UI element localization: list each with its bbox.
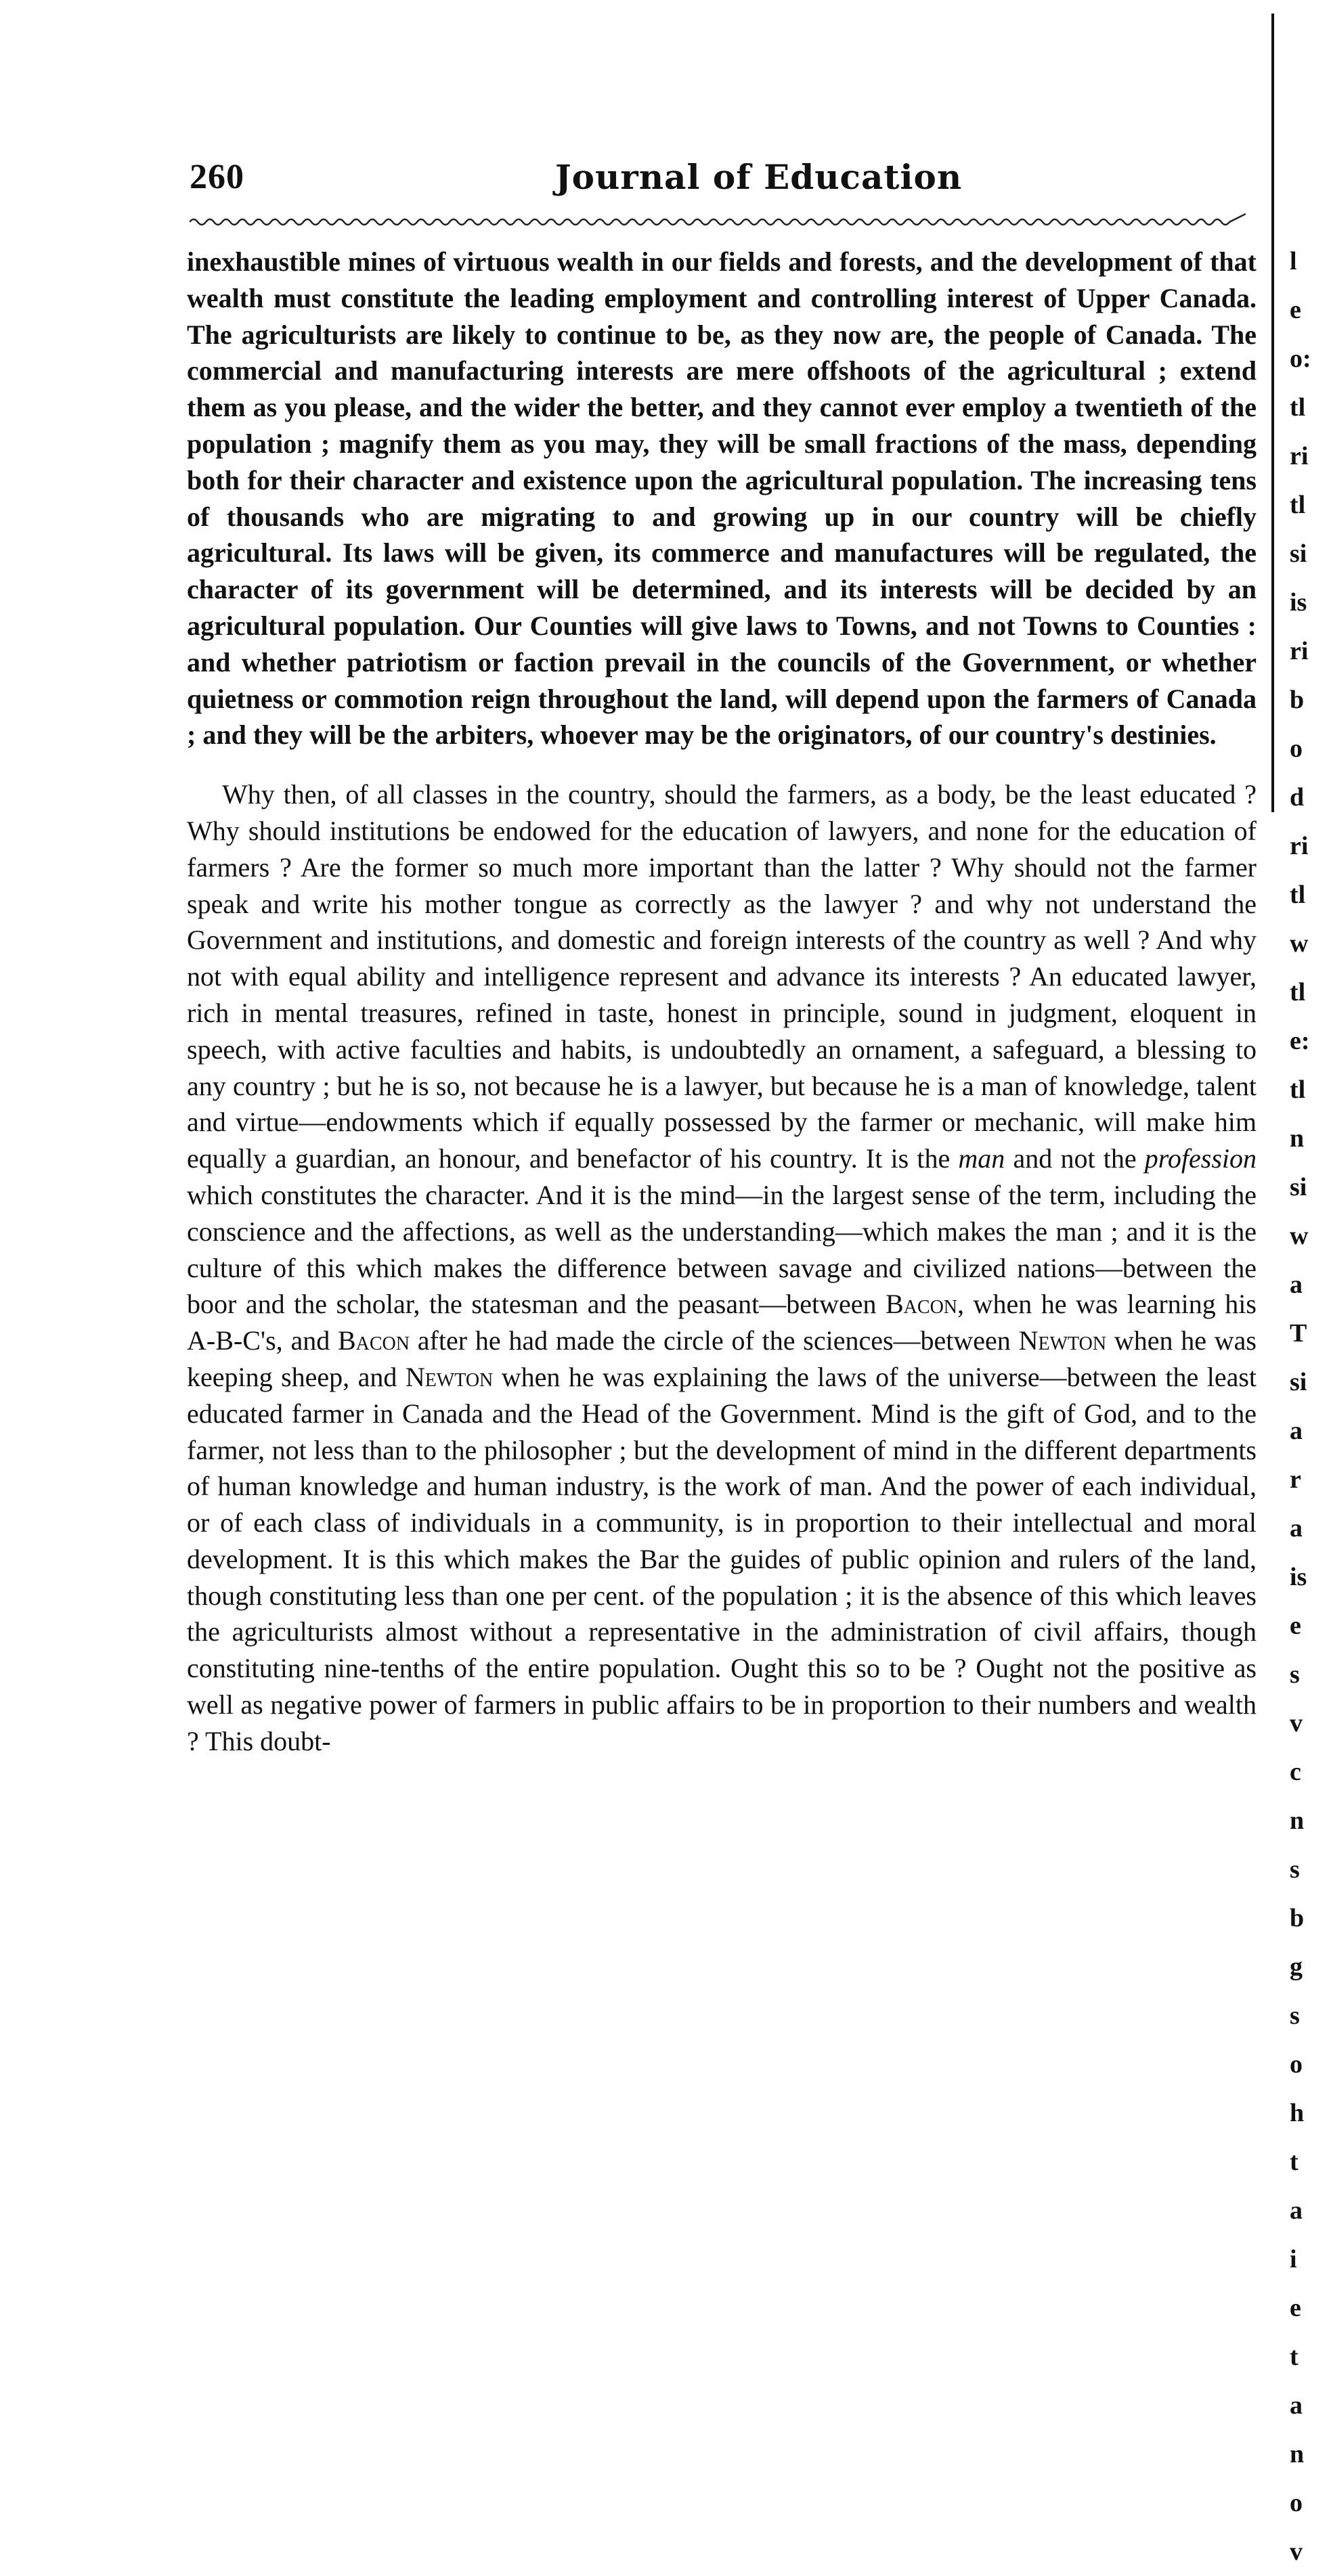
margin-fragment-letter: n [1290, 2440, 1305, 2468]
margin-fragment-letter: is [1290, 1563, 1307, 1591]
margin-fragment-letter: n [1290, 1806, 1305, 1835]
emphasis-man: man [958, 1143, 1005, 1174]
margin-fragment-letter: n [1290, 1124, 1305, 1153]
body-text [187, 244, 1257, 1760]
margin-fragment-letter: c [1290, 1758, 1301, 1786]
margin-fragment-letter: b [1290, 1904, 1305, 1932]
margin-fragment-letter: ri [1290, 832, 1309, 860]
margin-fragment-letter: g [1290, 1953, 1303, 1981]
margin-fragment-letter: h [1290, 2099, 1305, 2127]
margin-fragment-letter: tl [1290, 491, 1306, 519]
margin-fragment-letter: o [1290, 2489, 1303, 2517]
margin-fragment-letter: l [1290, 247, 1297, 275]
margin-fragment-letter: T [1290, 1319, 1307, 1348]
margin-fragment-letter: a [1290, 1270, 1303, 1299]
margin-fragment-letter: tl [1290, 1075, 1306, 1104]
margin-fragment-letter: si [1290, 1173, 1307, 1201]
paragraph-2-part-a: Why then, of all classes in the country, should the farmers, as a body, be the least educated ? Why should institutions be endowed for the education of lawyers, and none for the education of farmers ? Are the former so much more important than the latter ? Why should not the farmer speak and write his mother tongue as correctly as the lawyer ? and why not understand the Government and institutions, and domestic and foreign interests of the country as well ? And why not with equal ability and intelligence represent and advance its interests ? An educated lawyer, rich in mental treasures, refined in taste, honest in principle, sound in judgment, eloquent in speech, with active faculties and habits, is undoubtedly an ornament, a safeguard, a blessing to any country ; but he is so, not because he is a lawyer, but because he is a man of knowledge, talent and virtue—endowments which if equally possessed by the farmer or mechanic, will make him equally a guardian, an honour, and benefactor of his country. It is the [187, 779, 1257, 1174]
name-newton-1: Newton [1018, 1325, 1107, 1356]
margin-fragment-letter: tl [1290, 978, 1306, 1006]
margin-fragment-letter: ri [1290, 637, 1309, 665]
margin-fragment-letter: o: [1290, 345, 1311, 373]
margin-fragment-letter: t [1290, 2148, 1299, 2176]
margin-fragment-letter: s [1290, 2001, 1300, 2030]
margin-fragment-letter: a [1290, 1417, 1303, 1445]
margin-fragment-letter: s [1290, 1855, 1300, 1884]
margin-fragment-letter: tl [1290, 393, 1306, 422]
margin-fragment-letter: w [1290, 1222, 1309, 1250]
running-head: Journal of Education [555, 157, 963, 197]
margin-fragment-letter: r [1290, 1465, 1301, 1494]
emphasis-profession: profession [1144, 1143, 1257, 1174]
margin-fragment-letter: v [1290, 1709, 1303, 1737]
margin-fragment-letter: a [1290, 2391, 1303, 2420]
page-number: 260 [190, 158, 244, 196]
paragraph-2-part-b: and not the [1005, 1143, 1145, 1174]
paragraph-2-part-e: after he had made the circle of the sciences—between [410, 1325, 1019, 1356]
margin-fragment-letter: b [1290, 686, 1305, 714]
margin-fragment-letter: tl [1290, 881, 1306, 909]
margin-fragment-letter: v [1290, 2537, 1303, 2566]
facing-page-fragment [1290, 237, 1324, 2576]
margin-fragment-letter: is [1290, 588, 1307, 617]
margin-fragment-letter: t [1290, 2342, 1299, 2371]
name-bacon-2: Bacon [337, 1325, 410, 1356]
paragraph-2-part-c: which constitutes the character. And it is the mind—in the largest sense of the term, including the conscience and the affections, as well as the understanding—which makes the man ; and it is the culture of this which makes the difference between savage and civilized nations—between the boor and the scholar, the statesman and the peasant—between [187, 1179, 1257, 1320]
margin-fragment-letter: a [1290, 1514, 1303, 1542]
paragraph-2 [187, 776, 1257, 1760]
margin-fragment-letter: e [1290, 1612, 1301, 1640]
name-newton-2: Newton [405, 1361, 494, 1392]
margin-fragment-letter: e [1290, 296, 1301, 324]
margin-fragment-letter: e: [1290, 1027, 1310, 1055]
margin-fragment-letter: ri [1290, 442, 1309, 470]
paragraph-2-part-g: when he was explaining the laws of the universe—between the least educated farmer in Canada and the Head of the Government. Mind is the gift of God, and to the farmer, not less than to the philosopher ; but the development of mind in the different departments of human knowledge and human industry, is the work of man. And the power of each individual, or of each class of individuals in a community, is in proportion to their intellectual and moral development. It is this which makes the Bar the guides of public opinion and rulers of the land, though constituting less than one per cent. of the population ; it is the absence of this which leaves the agriculturists almost without a representative in the administration of civil affairs, though constituting nine-tenths of the entire population. Ought this so to be ? Ought not the positive as well as negative power of farmers in public affairs to be in proportion to their numbers and wealth ? This doubt- [187, 1361, 1257, 1756]
margin-fragment-letter: e [1290, 2294, 1301, 2322]
paragraph-2-part-d: , when he was learning his A-B-C's, and [187, 1289, 1257, 1356]
page-edge-rule [1271, 14, 1274, 812]
paragraph-1: inexhaustible mines of virtuous wealth in our fields and forests, and the development of that wealth must constitute the leading employment and controlling interest of Upper Canada. The agriculturists are likely to continue to be, as they now are, the people of Canada. The commercial and manufacturing interests are mere offshoots of the agricultural ; extend them as you please, and the wider the better, and they cannot ever employ a twentieth of the population ; magnify them as you may, they will be small fractions of the mass, depending both for their character and existence upon the agricultural population. The increasing tens of thousands who are migrating to and growing up in our country will be chiefly agricultural. Its laws will be given, its commerce and manufactures will be regulated, the character of its government will be determined, and its interests will be decided by an agricultural population. Our Counties will give laws to Towns, and not Towns to Counties : and whether patriotism or faction prevail in the councils of the Government, or whether quietness or commotion reign throughout the land, will depend upon the farmers of Canada ; and they will be the arbiters, whoever may be the originators, of our country's destinies. [187, 246, 1257, 751]
margin-fragment-letter: d [1290, 783, 1305, 812]
margin-fragment-letter: a [1290, 2196, 1303, 2225]
page-header [190, 157, 1246, 211]
margin-fragment-letter: w [1290, 929, 1309, 958]
margin-fragment-letter: o [1290, 734, 1303, 763]
margin-fragment-letter: si [1290, 1368, 1307, 1396]
paragraph-2-part-f: when he was keeping sheep, and [187, 1325, 1257, 1392]
margin-fragment-letter: s [1290, 1660, 1300, 1689]
margin-fragment-letter: si [1290, 539, 1307, 568]
margin-fragment-letter: o [1290, 2050, 1303, 2079]
name-bacon-1: Bacon [886, 1289, 958, 1320]
wavy-rule-ornament [190, 210, 1246, 229]
margin-fragment-letter: i [1290, 2245, 1297, 2273]
